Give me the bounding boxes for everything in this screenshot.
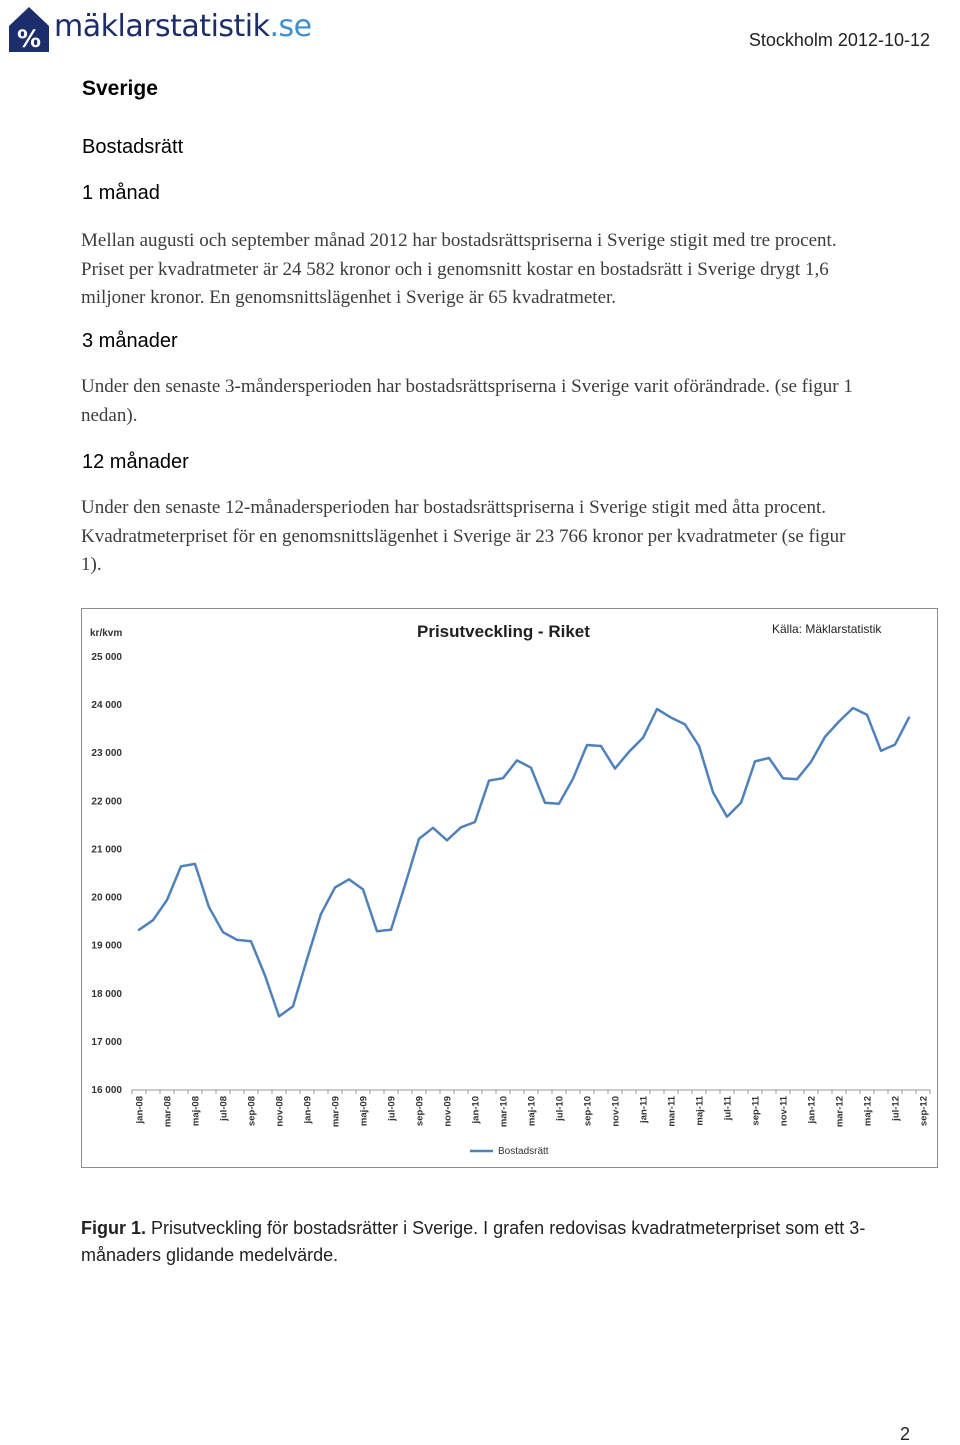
chart-title: Prisutveckling - Riket (417, 622, 590, 641)
x-tick-label: maj-12 (862, 1096, 874, 1127)
logo-tld: .se (269, 9, 312, 44)
x-tick-label: sep-12 (918, 1096, 930, 1127)
caption-text: Prisutveckling för bostadsrätter i Sverige. I grafen redovisas kvadratmeterpriset som ett 3-månaders glidande medelvärde. (81, 1218, 866, 1265)
block-heading-1-month: 1 månad (82, 182, 160, 204)
x-tick-label: sep-09 (414, 1096, 426, 1127)
x-tick-label: mar-12 (834, 1096, 846, 1128)
y-tick-label: 22 000 (91, 796, 122, 808)
dateline: Stockholm 2012-10-12 (748, 30, 930, 50)
x-tick-label: nov-10 (610, 1096, 622, 1127)
section-title: Sverige (82, 77, 158, 100)
y-tick-label: 21 000 (91, 844, 122, 856)
block-text-1-month: Mellan augusti och september månad 2012 har bostadsrättspriserna i Sverige stigit med tre procent. Priset per kvadratmeter är 24 582 kronor och i genomsnitt kostar en bostadsrätt i Sverige drygt 1,6 miljoner kronor. En genomsnittslägenhet i Sverige är 65 kvadratmeter. (81, 230, 837, 308)
price-chart (81, 608, 938, 1168)
y-tick-label: 19 000 (91, 940, 122, 952)
figure-caption (81, 1215, 881, 1269)
y-tick-label: 23 000 (91, 748, 122, 760)
y-tick-label: 20 000 (91, 892, 122, 904)
block-heading-3-months: 3 månader (82, 330, 178, 352)
x-tick-label: jul-08 (218, 1096, 230, 1121)
y-tick-label: 24 000 (91, 700, 122, 712)
logo-name: mäklarstatistik (54, 9, 270, 44)
block-text-12-months: Under den senaste 12-månadersperioden har bostadsrättspriserna i Sverige stigit med åtta procent. Kvadratmeterpriset för en genomsnittslägenhet i Sverige är 23 766 kronor per kvadratmeter (se figur 1). (81, 497, 846, 575)
x-tick-label: maj-09 (358, 1096, 370, 1127)
x-tick-label: mar-10 (498, 1096, 510, 1128)
price-chart-svg (82, 609, 937, 1167)
x-tick-label: sep-10 (582, 1096, 594, 1127)
x-tick-label: jan-12 (806, 1096, 818, 1124)
logo-wordmark (54, 10, 312, 44)
block-text-3-months: Under den senaste 3-måndersperioden har bostadsrättspriserna i Sverige varit oförändrade. (se figur 1 nedan). (81, 376, 853, 426)
x-tick-label: maj-08 (190, 1096, 202, 1127)
x-tick-label: sep-11 (750, 1096, 762, 1126)
logo-symbol: % (16, 25, 42, 53)
logo (6, 4, 326, 56)
x-tick-label: sep-08 (246, 1096, 258, 1127)
x-tick-label: jan-09 (302, 1096, 314, 1124)
x-tick-label: maj-11 (694, 1096, 706, 1126)
x-tick-label: jul-11 (722, 1096, 734, 1121)
series-line (139, 708, 909, 1016)
x-tick-label: jan-11 (638, 1096, 650, 1123)
x-tick-label: jul-12 (890, 1096, 902, 1121)
page-number: 2 (899, 1424, 910, 1444)
x-tick-label: jul-09 (386, 1096, 398, 1121)
house-percent-icon (6, 4, 52, 54)
x-tick-label: nov-11 (778, 1096, 790, 1127)
x-tick-label: mar-09 (330, 1096, 342, 1128)
y-tick-label: 16 000 (91, 1085, 122, 1096)
x-tick-label: jul-10 (554, 1096, 566, 1121)
x-tick-label: nov-09 (442, 1096, 454, 1127)
y-tick-label: 18 000 (91, 988, 122, 1000)
x-tick-label: maj-10 (526, 1096, 538, 1127)
legend-label: Bostadsrätt (498, 1146, 549, 1157)
y-tick-label: 25 000 (91, 652, 122, 663)
x-tick-label: mar-11 (666, 1096, 678, 1127)
caption-label: Figur 1. (81, 1218, 147, 1238)
property-type-heading: Bostadsrätt (82, 136, 184, 158)
y-tick-label: 17 000 (91, 1036, 122, 1048)
chart-source: Källa: Mäklarstatistik (772, 622, 882, 636)
x-tick-label: mar-08 (162, 1096, 174, 1128)
block-heading-12-months: 12 månader (82, 451, 189, 473)
y-axis-label: kr/kvm (90, 628, 123, 639)
x-tick-label: nov-08 (274, 1096, 286, 1127)
x-tick-label: jan-10 (470, 1096, 482, 1124)
x-tick-label: jan-08 (134, 1096, 146, 1124)
